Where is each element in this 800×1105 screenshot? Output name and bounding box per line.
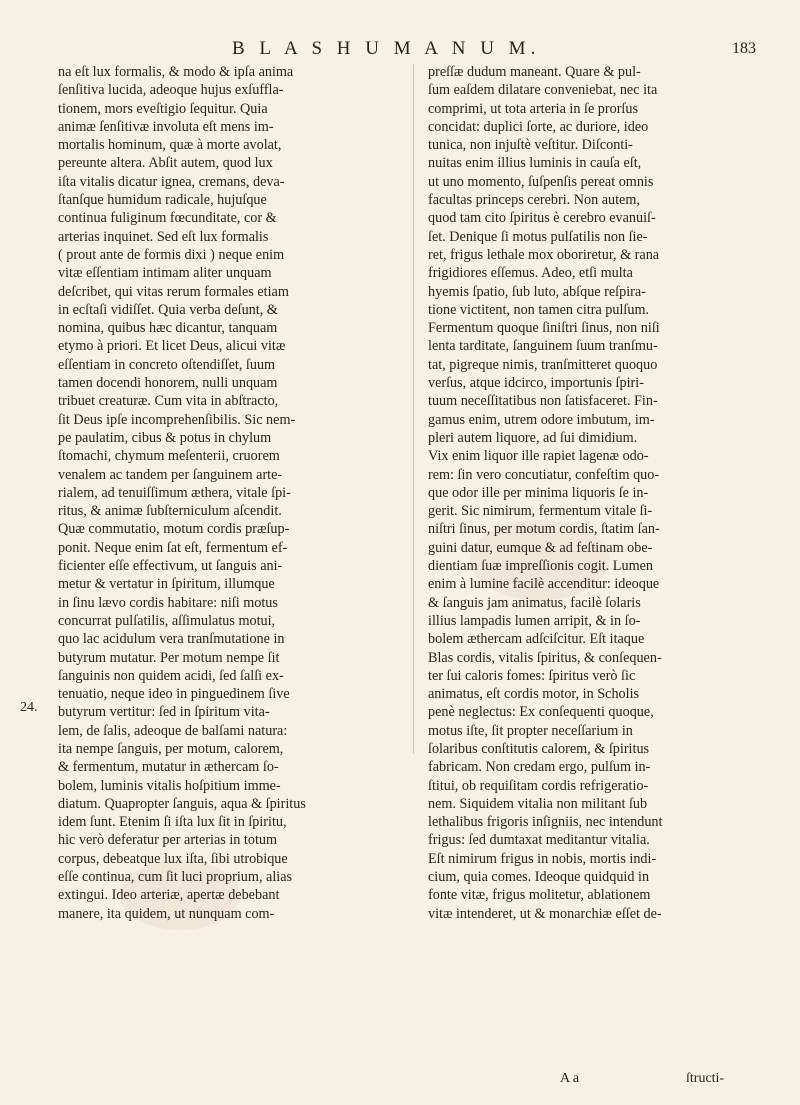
text-line: ſenſitiva lucida, adeoque hujus exſuffla- — [58, 82, 284, 99]
text-line: pe paulatim, cibus & potus in chylum — [58, 429, 272, 446]
text-line: nuitas enim illius luminis in cauſa eſt, — [428, 155, 642, 172]
text-line: ritus, & animæ ſubſterniculum aſcendit. — [58, 503, 282, 520]
text-line: facultas princeps cerebri. Non autem, — [428, 192, 640, 209]
signature-mark: A a — [560, 1071, 580, 1086]
right-text-column — [428, 63, 768, 923]
text-line: eſſentiam in concreto oſtendiſſet, ſuum — [58, 356, 276, 373]
text-line: rem: ſin vero concutiatur, confeſtim quo- — [428, 466, 660, 483]
text-line: ſum eaſdem dilatare conveniebat, nec ita — [428, 82, 658, 99]
text-line: fabricam. Non credam ergo, pulſum in- — [428, 759, 651, 776]
text-line: nomina, quibus hæc dicantur, tanquam — [58, 320, 278, 337]
text-line: pereunte altera. Abſit autem, quod lux — [58, 155, 273, 172]
text-line: comprimi, ut tota arteria in ſe prorſus — [428, 100, 638, 117]
column-divider — [413, 64, 414, 754]
text-line: lethalibus frigoris inſigniis, nec intendunt — [428, 814, 663, 831]
text-line: Vix enim liquor ille rapiet lagenæ odo- — [428, 448, 649, 465]
text-line: fonte vitæ, frigus molitetur, ablationem — [428, 887, 651, 904]
text-line: extingui. Ideo arteriæ, apertæ debebant — [58, 887, 280, 904]
text-line: cium, quia comes. Ideoque quidquid in — [428, 869, 650, 886]
text-line: in ſinu lævo cordis habitare: niſi motus — [58, 594, 278, 611]
text-line: ut uno momento, ſuſpenſis pereat omnis — [428, 173, 654, 190]
text-line: Blas cordis, vitalis ſpiritus, & conſequen- — [428, 649, 662, 666]
text-line: tuum neceſſitatibus non ſatisfaceret. Fin- — [428, 393, 658, 410]
text-line: concidat: duplici ſorte, ac duriore, ideo — [428, 118, 649, 135]
text-line: motus iſte, ſit propter neceſſarium in — [428, 722, 633, 739]
text-line: gerit. Sic nimirum, fermentum vitale ſi- — [428, 503, 653, 520]
text-line: tunica, non injuſtè veſtitur. Diſconti- — [428, 137, 633, 154]
text-line: verſus, atque idcirco, importunis ſpiri- — [428, 375, 644, 392]
text-line: ficienter eſſe effectivum, ut ſanguis ani- — [58, 558, 283, 575]
text-line: lenta tarditate, ſanguinem ſuum tranſmu- — [428, 338, 658, 355]
text-line: ſtitui, ob requiſitam cordis refrigeratio- — [428, 777, 649, 794]
text-line: Eſt nimirum frigus in nobis, mortis indi- — [428, 850, 657, 867]
text-line: Quæ commutatio, motum cordis præſup- — [58, 521, 290, 538]
catchword: ſtructi- — [686, 1071, 725, 1086]
text-line: manere, ita quidem, ut nunquam com- — [58, 905, 275, 922]
text-line: venalem ac tandem per ſanguinem arte- — [58, 466, 283, 483]
text-line: ſtanſque humidum radicale, hujuſque — [58, 192, 267, 209]
text-line: pleri autem liquore, ad ſui dimidium. — [428, 429, 638, 446]
text-line: vitæ intenderet, ut & monarchiæ eſſet de- — [428, 905, 662, 922]
text-line: ſit Deus ipſe incomprehenſibilis. Sic nem- — [58, 411, 296, 428]
text-line: penè neglectus: Ex conſequenti quoque, — [428, 704, 654, 721]
text-line: deſcribet, qui vitas rerum formales etiam — [58, 283, 289, 300]
text-line: vitæ eſſentiam intimam aliter unquam — [58, 265, 272, 282]
text-line: nem. Siquidem vitalia non militant ſub — [428, 795, 648, 812]
text-line: ſolaribus conſtitutis calorem, & ſpiritus — [428, 740, 650, 757]
text-line: arterias inquinet. Sed eſt lux formalis — [58, 228, 269, 245]
text-line: idem ſunt. Etenim ſi iſta lux ſit in ſpiritu, — [58, 814, 287, 831]
text-line: corpus, debeatque lux iſta, ſibi utrobique — [58, 850, 288, 867]
text-line: frigidiores eſſemus. Adeo, etſi multa — [428, 265, 633, 282]
text-line: & fermentum, mutatur in æthercam ſo- — [58, 759, 279, 776]
text-line: tione victitent, non tamen citra pulſum. — [428, 301, 650, 318]
running-title: B L A S H U M A N U M. — [232, 38, 541, 59]
text-line: illius lampadis lumen arripit, & in ſo- — [428, 612, 641, 629]
text-line: iſta vitalis dicatur ignea, cremans, deva- — [58, 173, 285, 190]
text-line: hyemis ſpatio, ſub luto, abſque reſpira- — [428, 283, 646, 300]
text-line: na eſt lux formalis, & modo & ipſa anima — [58, 64, 294, 80]
text-line: quod tam cito ſpiritus è cerebro evanuiſ- — [428, 210, 656, 227]
text-line: ter ſui caloris fomes: ſpiritus verò ſic — [428, 667, 636, 684]
text-line: ( prout ante de formis dixi ) neque enim — [58, 246, 285, 263]
text-line: lem, de ſalis, adeoque de balſami natura: — [58, 722, 288, 739]
text-line: metur & vertatur in ſpiritum, illumque — [58, 576, 275, 593]
text-line: gamus enim, utrem odore imbutum, im- — [428, 411, 655, 428]
text-line: tenuatio, neque ideo in pinguedinem ſive — [58, 686, 290, 703]
text-line: guini datur, eumque & ad feſtinam obe- — [428, 539, 653, 556]
text-line: ponit. Neque enim ſat eſt, fermentum ef- — [58, 539, 288, 556]
text-line: continua fuliginum fœcunditate, cor & — [58, 210, 277, 227]
text-line: ret, frigus lethale mox oboriretur, & rana — [428, 246, 660, 263]
text-line: butyrum mutatur. Per motum nempe ſit — [58, 649, 280, 666]
text-line: butyrum vertitur: ſed in ſpiritum vita- — [58, 704, 270, 721]
text-line: eſſe continua, cum ſit luci proprium, alias — [58, 869, 293, 886]
text-line: quo lac acidulum vera tranſmutatione in — [58, 631, 285, 648]
text-line: animatus, eſt cordis motor, in Scholis — [428, 686, 640, 703]
text-line: etymo à priori. Et licet Deus, alicui vitæ — [58, 338, 286, 355]
text-line: ita nempe ſanguis, per motum, calorem, — [58, 740, 284, 757]
text-line: animæ ſenſitivæ involuta eſt mens im- — [58, 118, 274, 135]
text-line: ſanguinis non quidem acidi, ſed ſalſi ex- — [58, 667, 284, 684]
text-line: hic verò deferatur per arterias in totum — [58, 832, 278, 849]
text-line: & ſanguis jam animatus, facilè ſolaris — [428, 594, 641, 611]
text-line: rialem, ad tenuiſſimum æthera, vitale ſpi- — [58, 484, 291, 501]
text-line: concurrat pulſatilis, aſſimulatus motui, — [58, 612, 276, 629]
text-line: tamen docendi honorem, nulli unquam — [58, 375, 278, 392]
text-line: frigus: ſed dumtaxat meditantur vitalia. — [428, 832, 650, 849]
text-line: ſet. Denique ſi motus pulſatilis non ſie- — [428, 228, 648, 245]
text-line: enim à lumine facilè accenditur: ideoque — [428, 576, 660, 593]
text-line: ſtomachi, chymum meſenterii, cruorem — [58, 448, 280, 465]
text-line: que odor ille per minima liquoris ſe in- — [428, 484, 649, 501]
left-text-column — [58, 63, 398, 923]
text-line: in ecſtaſi vidiſſet. Quia verba deſunt, & — [58, 301, 278, 318]
text-line: tat, pigreque nimis, tranſmitteret quoquo — [428, 356, 658, 373]
text-line: preſſæ dudum maneant. Quare & pul- — [428, 64, 641, 80]
text-line: niſtri ſinus, per motum cordis, ſtatim ſan- — [428, 521, 660, 538]
page-number: 183 — [732, 40, 756, 57]
text-line: diatum. Quapropter ſanguis, aqua & ſpiritus — [58, 795, 306, 812]
text-line: bolem æthercam adſciſcitur. Eſt itaque — [428, 631, 645, 648]
text-line: tribuet creaturæ. Cum vita in abſtracto, — [58, 393, 279, 410]
text-line: bolem, luminis vitalis hoſpitium imme- — [58, 777, 281, 794]
text-line: dientiam ſuæ impreſſionis cogit. Lumen — [428, 558, 653, 575]
margin-number: 24. — [20, 700, 38, 715]
text-line: mortalis hominum, quæ à morte avolat, — [58, 137, 282, 154]
text-line: Fermentum quoque ſiniſtri ſinus, non niſi — [428, 320, 660, 337]
text-line: tionem, mors eveſtigio ſequitur. Quia — [58, 100, 268, 117]
